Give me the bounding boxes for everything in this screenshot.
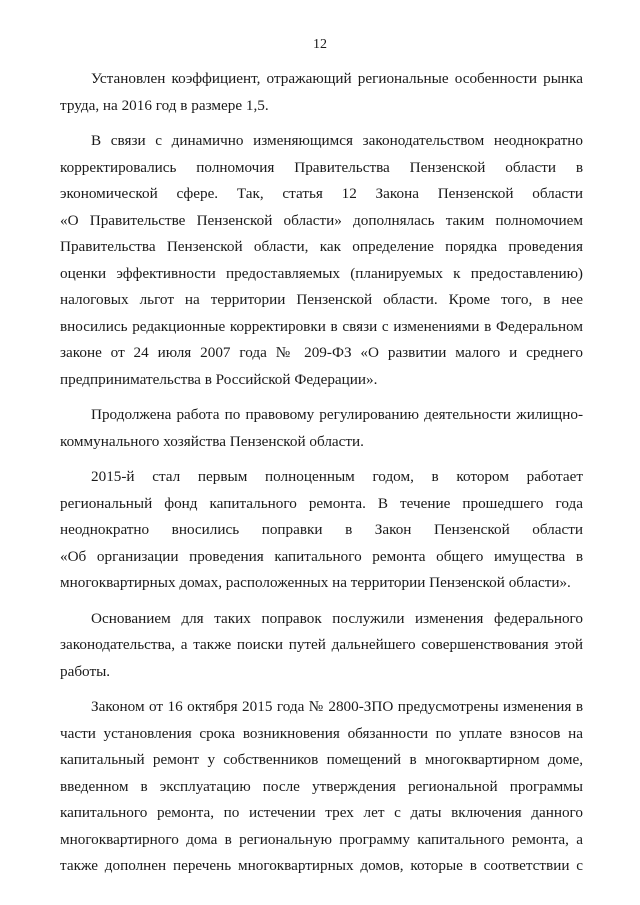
text-line: «О Правительстве Пензенской области» дополнялась таким полномочием (60, 211, 583, 229)
text-line: вносились редакционные корректировки в связи с изменениями в Федеральном (60, 317, 583, 335)
text-line: региональный фонд капитального ремонта. В течение прошедшего года (60, 494, 583, 512)
text-line: введенном в эксплуатацию после утверждения региональной программы (60, 777, 583, 795)
text-line: Основанием для таких поправок послужили изменения федерального (91, 609, 583, 627)
text-line: также дополнен перечень многоквартирных домов, которые в соответствии с (60, 857, 583, 874)
text-line: капитальный ремонт у собственников помещений в многоквартирном доме, (60, 751, 583, 768)
page-number: 12 (313, 37, 327, 52)
text-line: В связи с динамично изменяющимся законодательством неоднократно (91, 132, 583, 149)
text-line: коммунального хозяйства Пензенской области. (60, 432, 364, 450)
text-line: Законом от 16 октября 2015 года № 2800-ЗПО предусмотрены изменения в (91, 698, 583, 715)
text-line: многоквартирных домах, расположенных на территории Пензенской области». (60, 574, 571, 591)
text-line: предпринимательства в Российской Федерации». (60, 370, 378, 388)
text-line: неоднократно вносились поправки в Закон Пензенской области (60, 521, 583, 538)
text-line: части установления срока возникновения обязанности по уплате взносов на (60, 724, 583, 742)
paragraph-law-2800 (60, 694, 583, 880)
text-line: корректировались полномочия Правительства Пензенской области в (60, 158, 583, 176)
paragraph-housing-regulation (60, 402, 583, 455)
text-line: работы. (60, 662, 111, 680)
text-line: труда, на 2016 год в размере 1,5. (60, 96, 269, 114)
text-line: Правительства Пензенской области, как определение порядка проведения (60, 238, 583, 255)
paragraph-repair-fund (60, 464, 583, 597)
text-line: оценки эффективности предоставляемых (планируемых к предоставлению) (60, 264, 583, 282)
document-body (60, 66, 583, 880)
text-line: Продолжена работа по правовому регулированию деятельности жилищно- (91, 406, 583, 423)
paragraph-coefficient (60, 66, 583, 119)
paragraph-government-powers (60, 128, 583, 393)
text-line: налоговых льгот на территории Пензенской области. Кроме того, в нее (60, 291, 583, 308)
text-line: 2015-й стал первым полноценным годом, в котором работает (91, 468, 583, 485)
paragraph-amendment-basis (60, 606, 583, 686)
text-line: законе от 24 июля 2007 года № 209-ФЗ «О развитии малого и среднего (60, 344, 583, 361)
text-line: «Об организации проведения капитального ремонта общего имущества в (60, 547, 583, 565)
text-line: капитального ремонта, по истечении трех лет с даты включения данного (60, 804, 583, 821)
text-line: Установлен коэффициент, отражающий региональные особенности рынка (91, 70, 583, 87)
text-line: законодательства, а также поиски путей дальнейшего совершенствования этой (60, 636, 583, 653)
text-line: многоквартирного дома в региональную программу капитального ремонта, а (60, 830, 583, 848)
text-line: экономической сфере. Так, статья 12 Закона Пензенской области (60, 185, 583, 202)
